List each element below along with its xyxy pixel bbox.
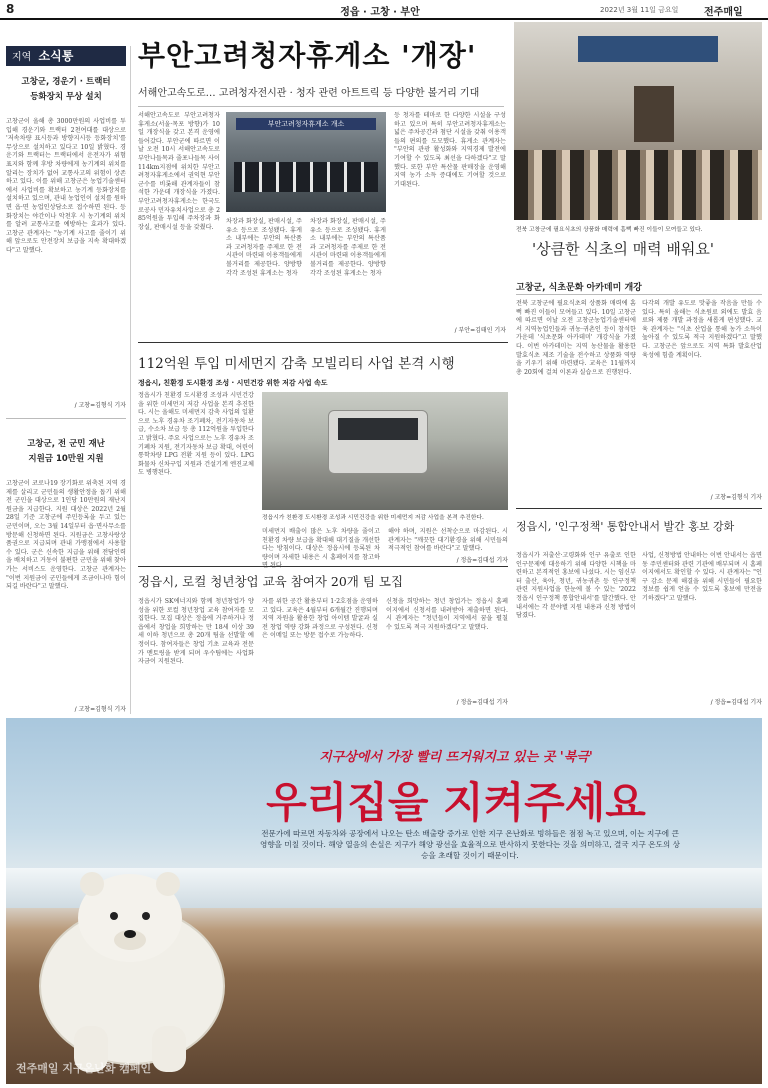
mid-headline: 112억원 투입 미세먼지 감축 모빌리티 사업 본격 시행: [138, 356, 455, 372]
sidebar-badge: [6, 46, 126, 66]
mid-body-col1: 정읍시가 친환경 도시환경 조성과 시민건강을 위한 미세먼지 저감 사업을 본격 추진한다. 시는 올해도 미세먼지 감축 사업의 일환으로 노후 경유차 조기폐차, 전기자동차 보급, 수소차 보급 등 총 112억원을 투입한다고 밝혔다. 주요 사업으로는 노후 경유차 조기폐차 지원, 전기자동차 보급 확대, 어린이 통학차량 LPG 전환 지원 등이 있다. LPG 화물차 신차구입 지원과 건설기계 엔진교체도 병행된다.: [138, 392, 254, 477]
sidebar-story-1-body: 고창군이 올해 총 3000만원의 사업비를 투입해 경운기와 트랙터 2천여대를 대상으로 '저속차량 표시등과 방향지시등 등화장치'를 무상으로 설치하고 있다고 10일 밝혔다. 경운기와 트랙터는 트랙터에서 운전자가 위험 표지와 함께 후방 차량에게 농기계의 위치를 알리는 장치가 없어 교통사고의 위험이 상존하고 있다. 이를 위해 고창군은 농업기술센터에서 사업비를 확보하고 농기계 등화장치를 설치하고 있으며, 관내 농업인이 설치를 원하면 읍·면 농업인상담소로 접수하면 된다. 등화장치는 야간이나 악천후 시 농기계의 위치를 알려 교통사고를 예방하는 효과가 있다. 고창군 관계자는 "농기계 사고를 줄이기 위해 앞으로도 안전장치 보급을 지속 확대하겠다"고 말했다.: [6, 118, 126, 254]
sidebar-story-2-headline-line1: 고창군, 전 군민 재난: [27, 439, 105, 449]
mid-byline: / 정읍=김대섭 기자: [456, 557, 508, 564]
right-headline: '상큼한 식초의 매력 배워요': [532, 240, 714, 258]
ad-tagline: 지구상에서 가장 빨리 뜨거워지고 있는 곳 '북극': [319, 750, 593, 765]
right-subhead: 고창군, 식초문화 아카데미 개강: [516, 283, 642, 293]
lead-subhead: 서해안고속도로… 고려청자전시관 · 청자 관련 아트트릭 등 다양한 볼거리 기대: [138, 88, 480, 99]
lead-byline: / 부안=김태인 기자: [454, 327, 506, 334]
mid-body-col3: 해야 하며, 지원은 선착순으로 마감된다. 시 관계자는 "깨끗한 대기환경을 위해 시민들의 적극적인 참여를 바란다"고 말했다.: [388, 528, 508, 553]
ad-watermark: 전주매일 지구온난화 캠페인: [16, 1062, 152, 1075]
right-photo-screen: [578, 36, 718, 62]
sidebar-story-2-headline: [6, 438, 126, 465]
bottom-left-headline: 정읍시, 로컬 청년창업 교육 참여자 20개 팀 모집: [138, 574, 404, 589]
bottom-right-byline: / 정읍=김대섭 기자: [710, 699, 762, 706]
divider: [138, 566, 508, 567]
page-header: [0, 0, 768, 20]
section-title: 정읍 · 고창 · 부안: [340, 7, 420, 18]
right-byline: / 고창=김형식 기자: [710, 494, 762, 501]
sidebar-story-1-byline: / 고창=김형식 기자: [74, 402, 126, 409]
lead-photo-people: [234, 162, 378, 192]
mid-subhead: 정읍시, 친환경 도시환경 조성 · 시민건강 위한 저감 사업 속도: [138, 379, 328, 387]
paper-name: 전주매일: [704, 7, 743, 18]
sidebar-badge-title: 소식통: [38, 49, 74, 63]
issue-date: 2022년 3월 11일 금요일: [600, 6, 679, 14]
bottom-left-body-col2: 자를 위한 공간 활용부터 1·2호점을 운영하고 있다. 교육은 4월부터 6개월간 진행되며 지역 자원을 활용한 창업 아이템 발굴과 실전 창업 역량 강화 과정으로 구성된다. 신청은 이메일 또는 방문 접수로 가능하다.: [262, 598, 378, 640]
bottom-left-body-col3: 신청을 희망하는 청년 창업가는 정읍시 홈페이지에서 신청서를 내려받아 제출하면 된다. 시 관계자는 "청년들이 지역에서 꿈을 펼칠 수 있도록 적극 지원하겠다"고 말했다.: [386, 598, 508, 631]
sidebar-story-1-headline: [6, 76, 126, 103]
sidebar-story-1-headline-line1: 고창군, 경운기 · 트랙터: [21, 77, 111, 87]
divider: [138, 342, 508, 343]
mid-photo: [262, 392, 508, 510]
right-body-col1: 전북 고창군에 필요식초의 상품화 매력에 흠뻑 빠진 이들이 모여들고 있다. 10일 고창군에 따르면 이날 오전 고창군농업기술센터에서 지역농업인들과 귀농·귀촌인 등이 참석한 가운데 '식초문화 아카데미' 개강식을 가졌다. 이번 아카데미는 지역 농산물을 활용한 발효식초 제조 기술을 전수하고 상품화 역량을 키우기 위해 마련됐다. 교육은 11월까지 총 20회에 걸쳐 이론과 실습으로 진행된다.: [516, 300, 636, 376]
right-photo-lectern: [634, 86, 674, 142]
divider: [138, 106, 504, 107]
column-divider: [130, 46, 131, 714]
lead-photo-banner: 부안고려청자휴게소 개소: [236, 118, 376, 130]
bottom-right-body-col1: 정읍시가 저출산·고령화와 인구 유출로 인한 인구문제에 대응하기 위해 다양한 시책을 마련하고 본격적인 홍보에 나섰다. 시는 임신부터 출산, 육아, 청년, 귀농귀촌 등 인구정책 관련 지원사업을 한눈에 볼 수 있는 '2022 정읍시 인구정책 통합안내서'를 발간했다. 안내서에는 각 분야별 지원 내용과 신청 방법이 담겼다.: [516, 552, 636, 620]
page-number: 8: [6, 2, 15, 16]
bottom-left-byline: / 정읍=김대섭 기자: [456, 699, 508, 706]
right-body-col2: 다각의 개발 유도로 맛좋을 작음을 만들 수 있다. 특히 올해는 식초원료 외에도 발효 음료와 제품 개발 과정을 새롭게 편성했다. 교육 관계자는 "식초 산업을 통해 농가 소득이 높아질 수 있도록 적극 지원하겠다"고 말했다. 고창군은 앞으로도 지역 특화 발효산업 육성에 힘쓸 계획이다.: [642, 300, 762, 359]
sidebar-badge-prefix: 지역: [12, 52, 32, 63]
lead-headline: 부안고려청자휴게소 '개장': [138, 39, 477, 72]
lead-body-col3: 등 청자를 테마로 한 다양한 시설을 구성하고 있으며 특히 부안고려청자휴게소는 넓은 주차공간과 첨단 시설을 갖춰 이용객들의 편의를 도모했다. 휴게소 관계자는 "부안의 관광 활성화와 지역경제 발전에 기여할 수 있도록 최선을 다하겠다"고 말했다. 또한 부안 특산물 판매장을 운영해 지역 농가 소득 증대에도 기여할 것으로 기대된다.: [394, 112, 506, 188]
right-photo-caption: 전북 고창군에 필요식초의 상품화 매력에 흠뻑 빠진 이들이 모여들고 있다.: [516, 227, 703, 233]
climate-campaign-ad: [6, 718, 762, 1084]
ad-body: 전문가에 따르면 자동차와 공장에서 나오는 탄소 배출량 증가로 인한 지구 온난화로 빙하들은 점점 녹고 있으며, 이는 지구에 큰 영향을 미칠 것이다. 해양 열음의 손실은 지구가 해양 광선을 효율적으로 반사하지 못한다는 것을 의미하고, 결국 지구 온도의 상승을 초래할 것이기 때문이다.: [260, 829, 680, 860]
sidebar-story-2-body: 고창군이 코로나19 장기화로 위축된 지역 경제를 살리고 군민들의 생활안정을 돕기 위해 전 군민을 대상으로 1인당 10만원의 재난지원금을 지급한다. 지원 대상은 2022년 2월 28일 기준 고창군에 주민등록을 두고 있는 군민이며, 오는 3월 14일부터 읍·면사무소를 방문해 신청하면 된다. 지원금은 고창사랑상품권으로 지급되며 관내 가맹점에서 사용할 수 있다. 군은 신속한 지급을 위해 전담인력을 배치하고 거동이 불편한 군민을 위해 찾아가는 서비스도 운영한다. 고창군 관계자는 "이번 지원금이 군민들에게 조금이나마 힘이 되길 바란다"고 말했다.: [6, 480, 126, 591]
mid-photo-caption: 정읍시가 친환경 도시환경 조성과 시민건강을 위한 미세먼지 저감 사업을 본격 추진한다.: [262, 515, 484, 521]
mid-photo-vehicle-window: [338, 418, 418, 440]
right-photo: [514, 22, 762, 220]
divider: [6, 418, 126, 419]
sidebar-story-2-headline-line2: 지원금 10만원 지원: [28, 454, 104, 464]
divider: [516, 508, 762, 509]
divider: [516, 294, 762, 295]
lead-body-col2: 차장과 화장실, 판매시설, 주유소 등으로 조성됐다. 휴게소 내부에는 부안의 특산품과 고려청자를 주제로 한 전시관이 마련돼 이용객들에게 볼거리를 제공한다. 양방향 각각 조성된 휴게소는 청자: [226, 218, 302, 277]
bottom-right-body-col2: 사업, 신청방법 안내하는 이번 안내서는 읍면동 주민센터와 관련 기관에 배부되며 시 홈페이지에서도 확인할 수 있다. 시 관계자는 "인구 감소 문제 해결을 위해 시민들이 필요한 정보를 쉽게 얻을 수 있도록 홍보에 만전을 기하겠다"고 말했다.: [642, 552, 762, 602]
sidebar-story-1-headline-line2: 등화장치 무상 설치: [30, 92, 102, 102]
lead-photo: [226, 112, 386, 212]
lead-body-col2b: 차장과 화장실, 판매시설, 주유소 등으로 조성됐다. 휴게소 내부에는 부안의 특산품과 고려청자를 주제로 한 전시관이 마련돼 이용객들에게 볼거리를 제공한다. 양방향 각각 조성된 휴게소는 청자: [310, 218, 386, 277]
local-news-sidebar: [6, 46, 126, 714]
mid-body-col2: 미세먼지 배출이 많은 노후 차량을 줄이고 친환경 차량 보급을 확대해 대기질을 개선한다는 방침이다. 대상은 정읍시에 등록된 차량이며 자세한 내용은 시 홈페이지를 참고하: [262, 528, 380, 561]
bottom-left-body-col1: 정읍시가 SK에너지와 함께 청년창업가 양성을 위한 로컬 청년창업 교육 참여자를 모집한다. 모집 대상은 정읍에 거주하거나 정읍에서 창업을 희망하는 만 18세 이상 39세 이하 청년으로 총 20개 팀을 선발할 예정이다. 참여자들은 창업 기초 교육과 전문가 멘토링을 받게 되며 우수팀에는 사업화 자금이 지원된다.: [138, 598, 254, 666]
polar-bear-illustration: [12, 836, 252, 1076]
ad-headline: 우리집을 지켜주세요: [266, 778, 646, 827]
sidebar-story-2-byline: / 고창=김형식 기자: [74, 706, 126, 713]
lead-body-col1: 서해안고속도로 부안고려청자휴게소(서울·목포 방향)가 10일 개장식을 갖고 본격 운영에 들어갔다. 부안군에 따르면 이날 오전 10시 서해안고속도로 부안나들목과 줄포나들목 사이 114km지점에 위치한 부안고려청자휴게소에서 권익현 부안군수를 비롯해 관계자들이 참석한 가운데 개장식을 가졌다. 부안고려청자휴게소는 한국도로공사 민자유치사업으로 총 285억원을 투입해 주차장과 화장실, 판매시설 등을 갖췄다.: [138, 112, 220, 231]
bottom-right-headline: 정읍시, '인구정책' 통합안내서 발간 홍보 강화: [516, 520, 735, 533]
right-photo-audience: [514, 150, 762, 220]
